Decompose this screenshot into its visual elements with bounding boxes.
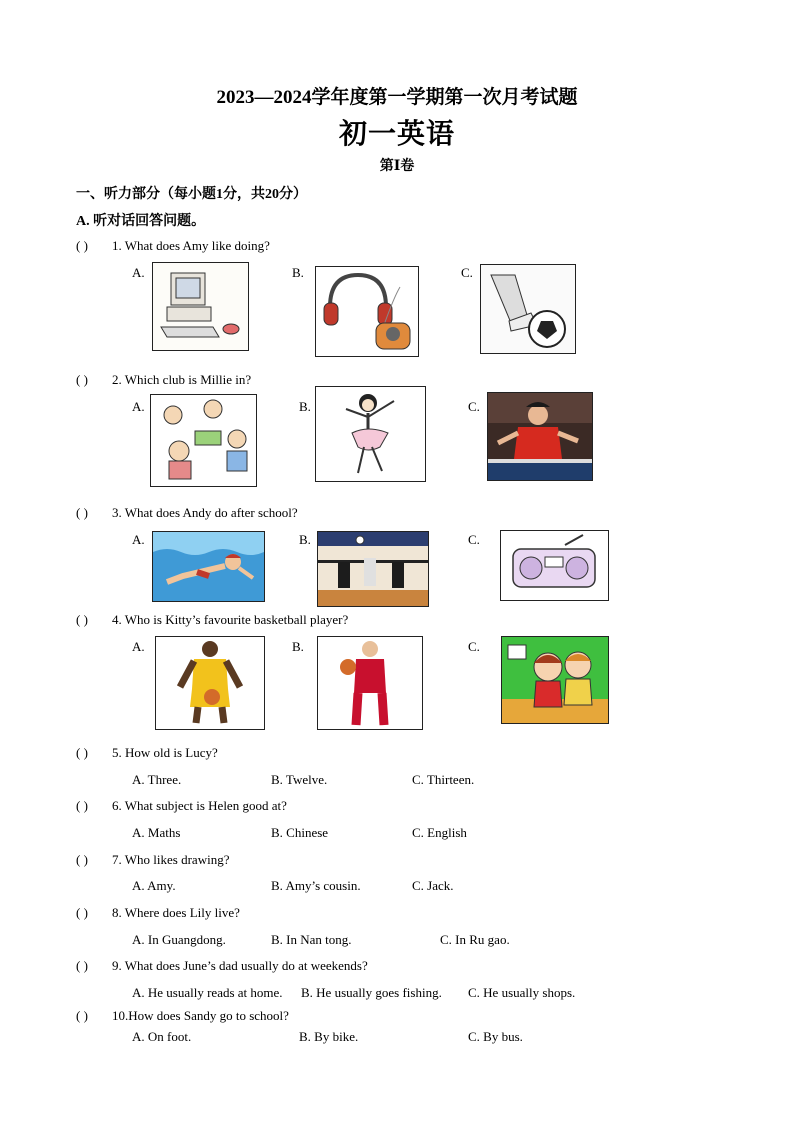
answer-blank[interactable]: ( ) (76, 505, 88, 520)
option-a[interactable]: A. Amy. (132, 878, 176, 893)
exam-subject-title: 初一英语 (338, 119, 455, 150)
answer-blank[interactable]: ( ) (76, 745, 88, 760)
option-b[interactable]: B. By bike. (299, 1029, 359, 1044)
question-5: ( ) 5. How old is Lucy? (76, 745, 218, 760)
option-b[interactable]: B. Amy’s cousin. (271, 878, 361, 893)
question-8: ( ) 8. Where does Lily live? (76, 905, 240, 920)
option-a[interactable]: A. He usually reads at home. (132, 985, 283, 1000)
option-c[interactable]: C. English (412, 825, 467, 840)
option-label: A. (132, 532, 145, 547)
volleyball-icon (317, 531, 429, 607)
exam-volume-label: 第Ⅰ卷 (379, 159, 415, 174)
answer-blank[interactable]: ( ) (76, 852, 88, 867)
option-label: C. (468, 399, 480, 414)
table-tennis-icon (487, 392, 593, 481)
option-c[interactable]: C. Jack. (412, 878, 454, 893)
option-label: A. (132, 399, 145, 414)
question-4: ( ) 4. Who is Kitty’s favourite basketball player? (76, 612, 349, 627)
option-label: C. (468, 639, 480, 654)
option-label: C. (461, 265, 473, 280)
option-c[interactable]: C. He usually shops. (468, 985, 576, 1000)
answer-blank[interactable]: ( ) (76, 905, 88, 920)
option-c[interactable]: C. By bus. (468, 1029, 523, 1044)
option-a[interactable]: A. In Guangdong. (132, 932, 226, 947)
option-label: A. (132, 639, 145, 654)
answer-blank[interactable]: ( ) (76, 372, 88, 387)
swimmer-icon (152, 531, 265, 602)
basketball-player-red-icon (317, 636, 423, 730)
soccer-icon (480, 264, 576, 354)
question-9: ( ) 9. What does June’s dad usually do at weekends? (76, 958, 368, 973)
question-7: ( ) 7. Who likes drawing? (76, 852, 230, 867)
option-label: B. (292, 639, 304, 654)
reading-group-icon (150, 394, 257, 487)
question-3: ( ) 3. What does Andy do after school? (76, 505, 298, 520)
question-1: ( ) 1. What does Amy like doing? (76, 238, 270, 253)
option-b[interactable]: B. Twelve. (271, 772, 328, 787)
question-6: ( ) 6. What subject is Helen good at? (76, 798, 287, 813)
option-a[interactable]: A. Maths (132, 825, 181, 840)
answer-blank[interactable]: ( ) (76, 798, 88, 813)
option-label: A. (132, 265, 145, 280)
basketball-player-yellow-icon (155, 636, 265, 730)
option-b[interactable]: B. In Nan tong. (271, 932, 352, 947)
cartoon-kids-icon (501, 636, 609, 724)
option-label: C. (468, 532, 480, 547)
answer-blank[interactable]: ( ) (76, 958, 88, 973)
answer-blank[interactable]: ( ) (76, 612, 88, 627)
radio-icon (500, 530, 609, 601)
option-label: B. (299, 399, 311, 414)
part-a-heading: A. 听对话回答问题。 (76, 214, 206, 229)
section-listening-heading: 一、听力部分（每小题1分，共20分） (76, 187, 307, 202)
option-b[interactable]: B. He usually goes fishing. (301, 985, 442, 1000)
option-a[interactable]: A. On foot. (132, 1029, 192, 1044)
option-label: B. (292, 265, 304, 280)
computer-icon (152, 262, 249, 351)
option-label: B. (299, 532, 311, 547)
dancer-icon (315, 386, 426, 482)
option-c[interactable]: C. Thirteen. (412, 772, 475, 787)
headphones-icon (315, 266, 419, 357)
question-2: ( ) 2. Which club is Millie in? (76, 372, 252, 387)
option-c[interactable]: C. In Ru gao. (440, 932, 510, 947)
option-b[interactable]: B. Chinese (271, 825, 329, 840)
option-a[interactable]: A. Three. (132, 772, 182, 787)
exam-year-title: 2023—2024学年度第一学期第一次月考试题 (216, 87, 578, 108)
answer-blank[interactable]: ( ) (76, 238, 88, 253)
question-10: ( ) 10.How does Sandy go to school? (76, 1008, 289, 1023)
answer-blank[interactable]: ( ) (76, 1008, 88, 1023)
